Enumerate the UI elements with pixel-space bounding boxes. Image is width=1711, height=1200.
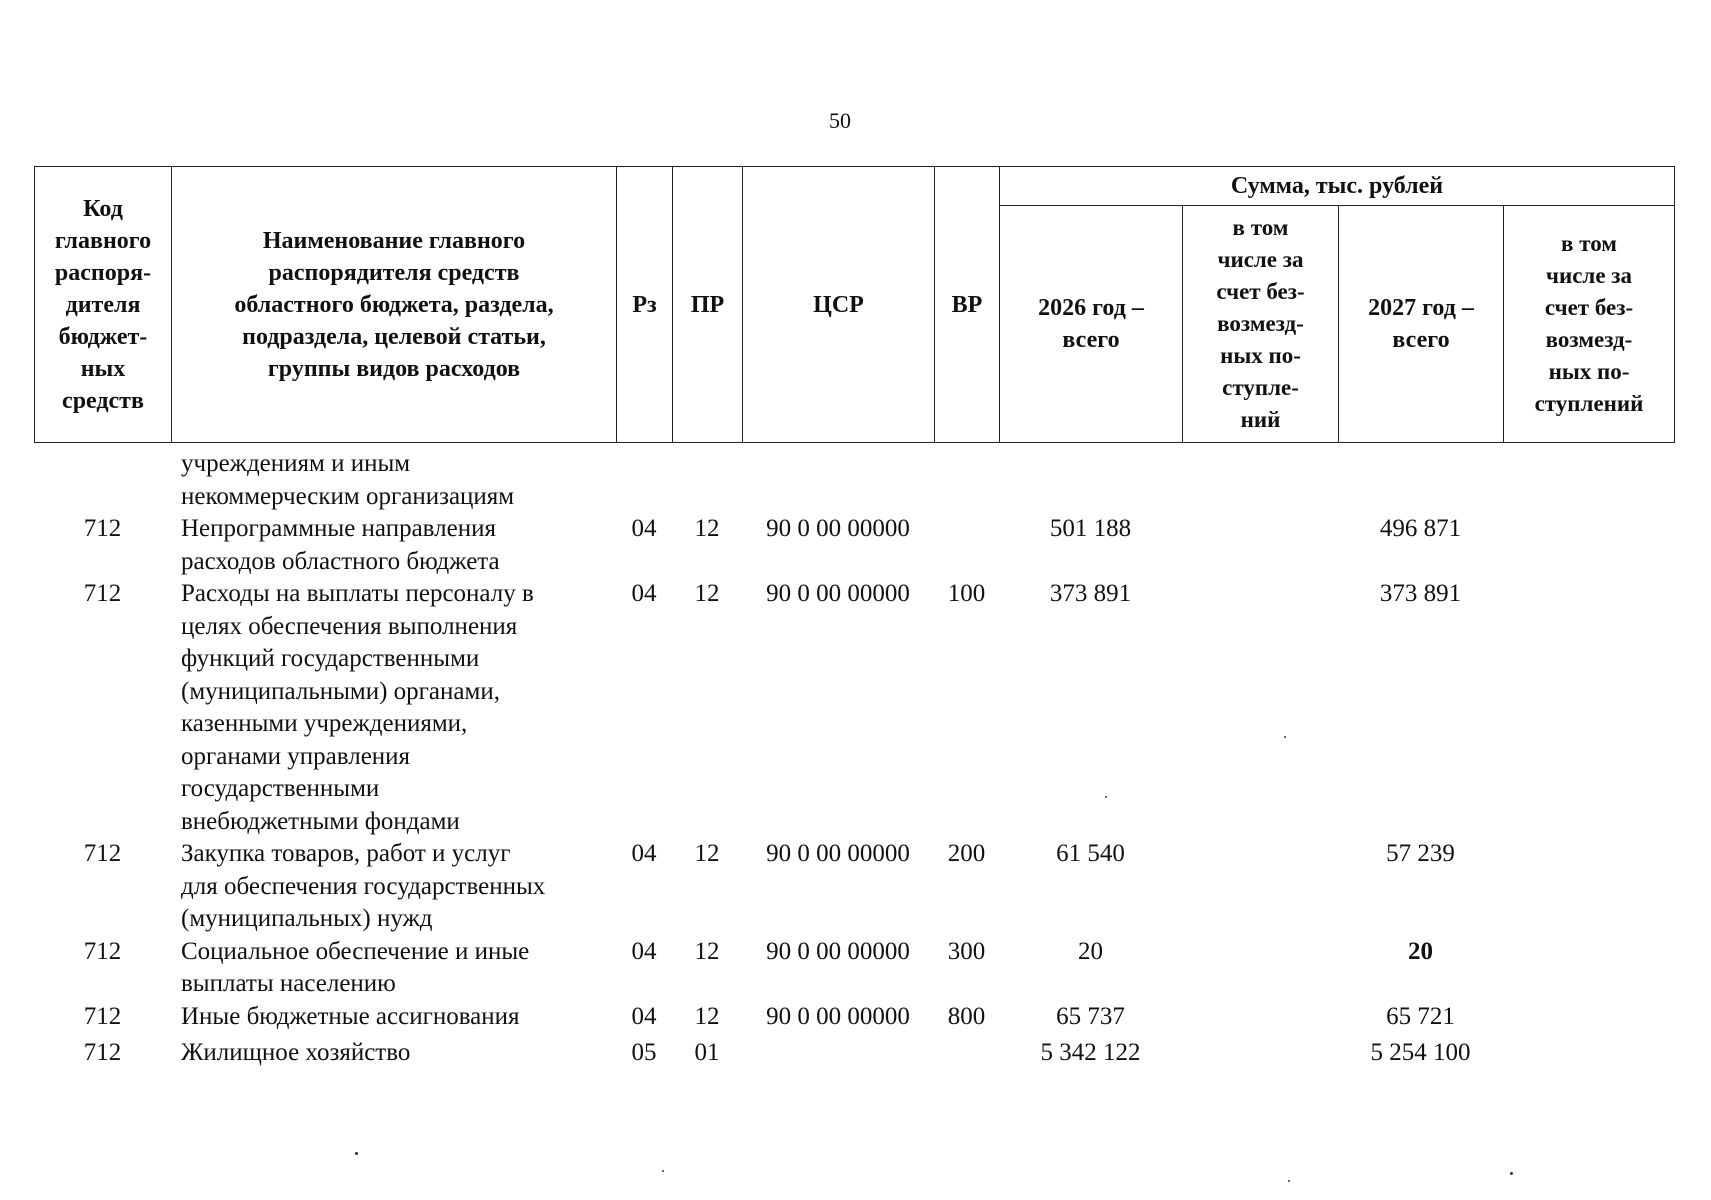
cell-sum-2026: 20 [1078, 937, 1103, 965]
table-row [34, 1001, 1674, 1034]
cell-pr: 12 [694, 937, 720, 965]
header-2026-total-line: 2026 год – [1038, 295, 1144, 321]
table-body [34, 448, 1674, 1070]
cell-sum-2027 [1338, 448, 1503, 513]
cell-name-line: Социальное обеспечение и иные [181, 937, 530, 965]
cell-rz: 05 [631, 1039, 657, 1066]
header-csr: ЦСР [743, 167, 935, 443]
cell-name [171, 1001, 616, 1034]
scan-speck [1284, 736, 1286, 738]
cell-sum-2027-free [1503, 513, 1674, 578]
header-2026-free-line: ний [1240, 407, 1281, 432]
header-name-line: группы видов расходов [267, 355, 521, 382]
cell-pr: 12 [694, 515, 720, 542]
cell-vr: 300 [947, 937, 986, 965]
cell-sum-2026-free [1182, 513, 1338, 578]
header-2026-total [1000, 206, 1183, 443]
header-pr: ПР [673, 167, 743, 443]
header-2026-free-line: возмезд- [1217, 311, 1304, 336]
cell-sum-2026: 501 188 [1049, 515, 1132, 542]
cell-name-line: (муниципальными) органами, [181, 677, 500, 705]
table-row [34, 578, 1674, 838]
header-2027-free-line: в том [1561, 231, 1617, 256]
header-rz: Рз [617, 167, 673, 443]
table-header [34, 166, 1675, 443]
header-name-line: распорядителя средств [268, 259, 520, 286]
cell-name-line: государственными [181, 775, 380, 802]
cell-name-line: выплаты населению [181, 970, 396, 997]
cell-rz: 04 [631, 580, 657, 607]
cell-pr: 12 [694, 840, 720, 867]
scan-speck [355, 1152, 358, 1155]
header-2026-free-line: ступле- [1222, 375, 1299, 400]
cell-name-line: некоммерческим организациям [181, 482, 515, 510]
header-2027-total-line: всего [1392, 327, 1450, 353]
cell-sum-2026: 65 737 [1056, 1002, 1125, 1030]
cell-name-line: Иные бюджетные ассигнования [181, 1002, 520, 1030]
cell-name-line: (муниципальных) нужд [181, 905, 433, 932]
header-2026-free-line: ных по- [1220, 343, 1301, 368]
cell-csr: 90 0 00 00000 [766, 840, 910, 867]
cell-sum-2026 [999, 448, 1182, 513]
header-code-line: главного [54, 227, 152, 254]
page-number: 50 [829, 108, 851, 133]
cell-csr: 90 0 00 00000 [766, 580, 910, 607]
table-row [34, 838, 1674, 936]
header-2027-free-line: счет без- [1544, 295, 1634, 320]
cell-csr: 90 0 00 00000 [766, 1002, 910, 1030]
header-2027-total [1339, 206, 1504, 443]
cell-sum-2027-free [1503, 448, 1674, 513]
header-2027-free-line: числе за [1545, 263, 1633, 288]
cell-sum-2027: 496 871 [1379, 515, 1462, 542]
cell-sum-2026-free [1182, 1033, 1338, 1070]
cell-vr: 200 [947, 840, 986, 867]
header-name [172, 167, 617, 443]
cell-vr [934, 513, 999, 578]
cell-code: 712 [83, 937, 122, 965]
cell-sum-2026-free [1182, 838, 1338, 936]
cell-rz: 04 [631, 1002, 657, 1030]
cell-sum-2027: 65 721 [1386, 1002, 1455, 1030]
header-code-line: ных [80, 355, 126, 382]
cell-sum-2027-free [1503, 1033, 1674, 1070]
scan-speck [662, 1170, 664, 1172]
cell-name [171, 578, 616, 838]
cell-name-line: для обеспечения государственных [181, 872, 546, 900]
cell-pr [672, 448, 742, 513]
cell-sum-2027: 5 254 100 [1370, 1039, 1471, 1066]
cell-name-line: функций государственными [181, 645, 480, 672]
cell-rz [616, 448, 672, 513]
cell-csr [742, 448, 934, 513]
cell-code [34, 448, 171, 513]
cell-sum-2027-free [1503, 838, 1674, 936]
cell-sum-2026: 373 891 [1049, 580, 1132, 607]
table-row [34, 448, 1674, 513]
cell-rz: 04 [631, 515, 657, 542]
cell-sum-2027-free [1503, 936, 1674, 1001]
header-2026-free-line: счет без- [1216, 279, 1305, 304]
cell-sum-2026-free [1182, 936, 1338, 1001]
cell-code: 712 [83, 515, 122, 542]
cell-name-line: органами управления [181, 742, 411, 770]
cell-name-line: внебюджетными фондами [181, 807, 460, 835]
cell-sum-2026: 5 342 122 [1040, 1039, 1141, 1066]
cell-pr: 12 [694, 1002, 720, 1030]
cell-code: 712 [83, 1002, 122, 1030]
cell-name [171, 513, 616, 578]
cell-vr [934, 448, 999, 513]
cell-sum-2026-free [1182, 1001, 1338, 1034]
header-name-line: подраздела, целевой статьи, [242, 323, 546, 350]
cell-rz: 04 [631, 937, 657, 965]
header-name-line: областного бюджета, раздела, [234, 291, 554, 318]
scan-speck [1510, 1172, 1513, 1175]
header-code-line: средств [62, 387, 144, 414]
cell-code: 712 [83, 580, 122, 607]
cell-name-line: Непрограммные направления [181, 515, 496, 542]
header-2027-free-line: ступлений [1534, 391, 1644, 416]
table-row [34, 1033, 1674, 1070]
cell-pr: 12 [694, 580, 720, 607]
cell-sum-2026-free [1182, 448, 1338, 513]
header-code [35, 167, 172, 443]
cell-sum-2026-free [1182, 578, 1338, 838]
cell-code: 712 [83, 840, 122, 867]
cell-vr: 800 [947, 1002, 986, 1030]
header-vr: ВР [935, 167, 1000, 443]
cell-csr [742, 1033, 934, 1070]
cell-name [171, 448, 616, 513]
cell-sum-2027-free [1503, 1001, 1674, 1034]
scan-speck [1288, 1180, 1290, 1182]
table-row [34, 513, 1674, 578]
cell-sum-2027: 20 [1408, 937, 1433, 965]
header-code-line: дителя [65, 291, 141, 318]
header-2027-free [1504, 206, 1675, 443]
cell-pr: 01 [694, 1039, 720, 1066]
cell-rz: 04 [631, 840, 657, 867]
cell-sum-2027: 57 239 [1386, 840, 1455, 867]
header-2026-free [1183, 206, 1339, 443]
cell-name-line: целях обеспечения выполнения [181, 612, 518, 640]
cell-name-line: казенными учреждениями, [181, 710, 468, 737]
cell-name-line: Закупка товаров, работ и услуг [181, 840, 511, 867]
header-code-line: Код [83, 195, 123, 222]
cell-name-line: расходов областного бюджета [181, 547, 500, 575]
header-name-line: Наименование главного [262, 227, 526, 254]
cell-csr: 90 0 00 00000 [766, 515, 910, 542]
cell-name-line: Расходы на выплаты персоналу в [181, 580, 534, 607]
cell-vr: 100 [947, 580, 986, 607]
table-row [34, 936, 1674, 1001]
cell-sum-2027: 373 891 [1379, 580, 1462, 607]
cell-name-line: Жилищное хозяйство [181, 1039, 411, 1066]
cell-csr: 90 0 00 00000 [766, 937, 910, 965]
cell-sum-2027-free [1503, 578, 1674, 838]
header-2027-free-line: ных по- [1548, 359, 1630, 384]
cell-name [171, 1033, 616, 1070]
cell-name [171, 838, 616, 936]
header-code-line: бюджет- [58, 323, 148, 350]
header-code-line: распоря- [54, 259, 152, 286]
cell-code: 712 [83, 1039, 122, 1066]
cell-vr [934, 1033, 999, 1070]
cell-name-line: учреждениям и иным [181, 450, 411, 477]
header-2027-free-line: возмезд- [1545, 327, 1633, 352]
header-2027-total-line: 2027 год – [1368, 295, 1474, 321]
header-2026-free-line: в том [1232, 215, 1289, 240]
cell-sum-2026: 61 540 [1056, 840, 1125, 867]
header-sum-group: Сумма, тыс. рублей [1000, 167, 1675, 206]
header-2026-free-line: числе за [1217, 247, 1304, 272]
scan-speck [1105, 796, 1107, 798]
header-2026-total-line: всего [1062, 327, 1120, 353]
cell-name [171, 936, 616, 1001]
